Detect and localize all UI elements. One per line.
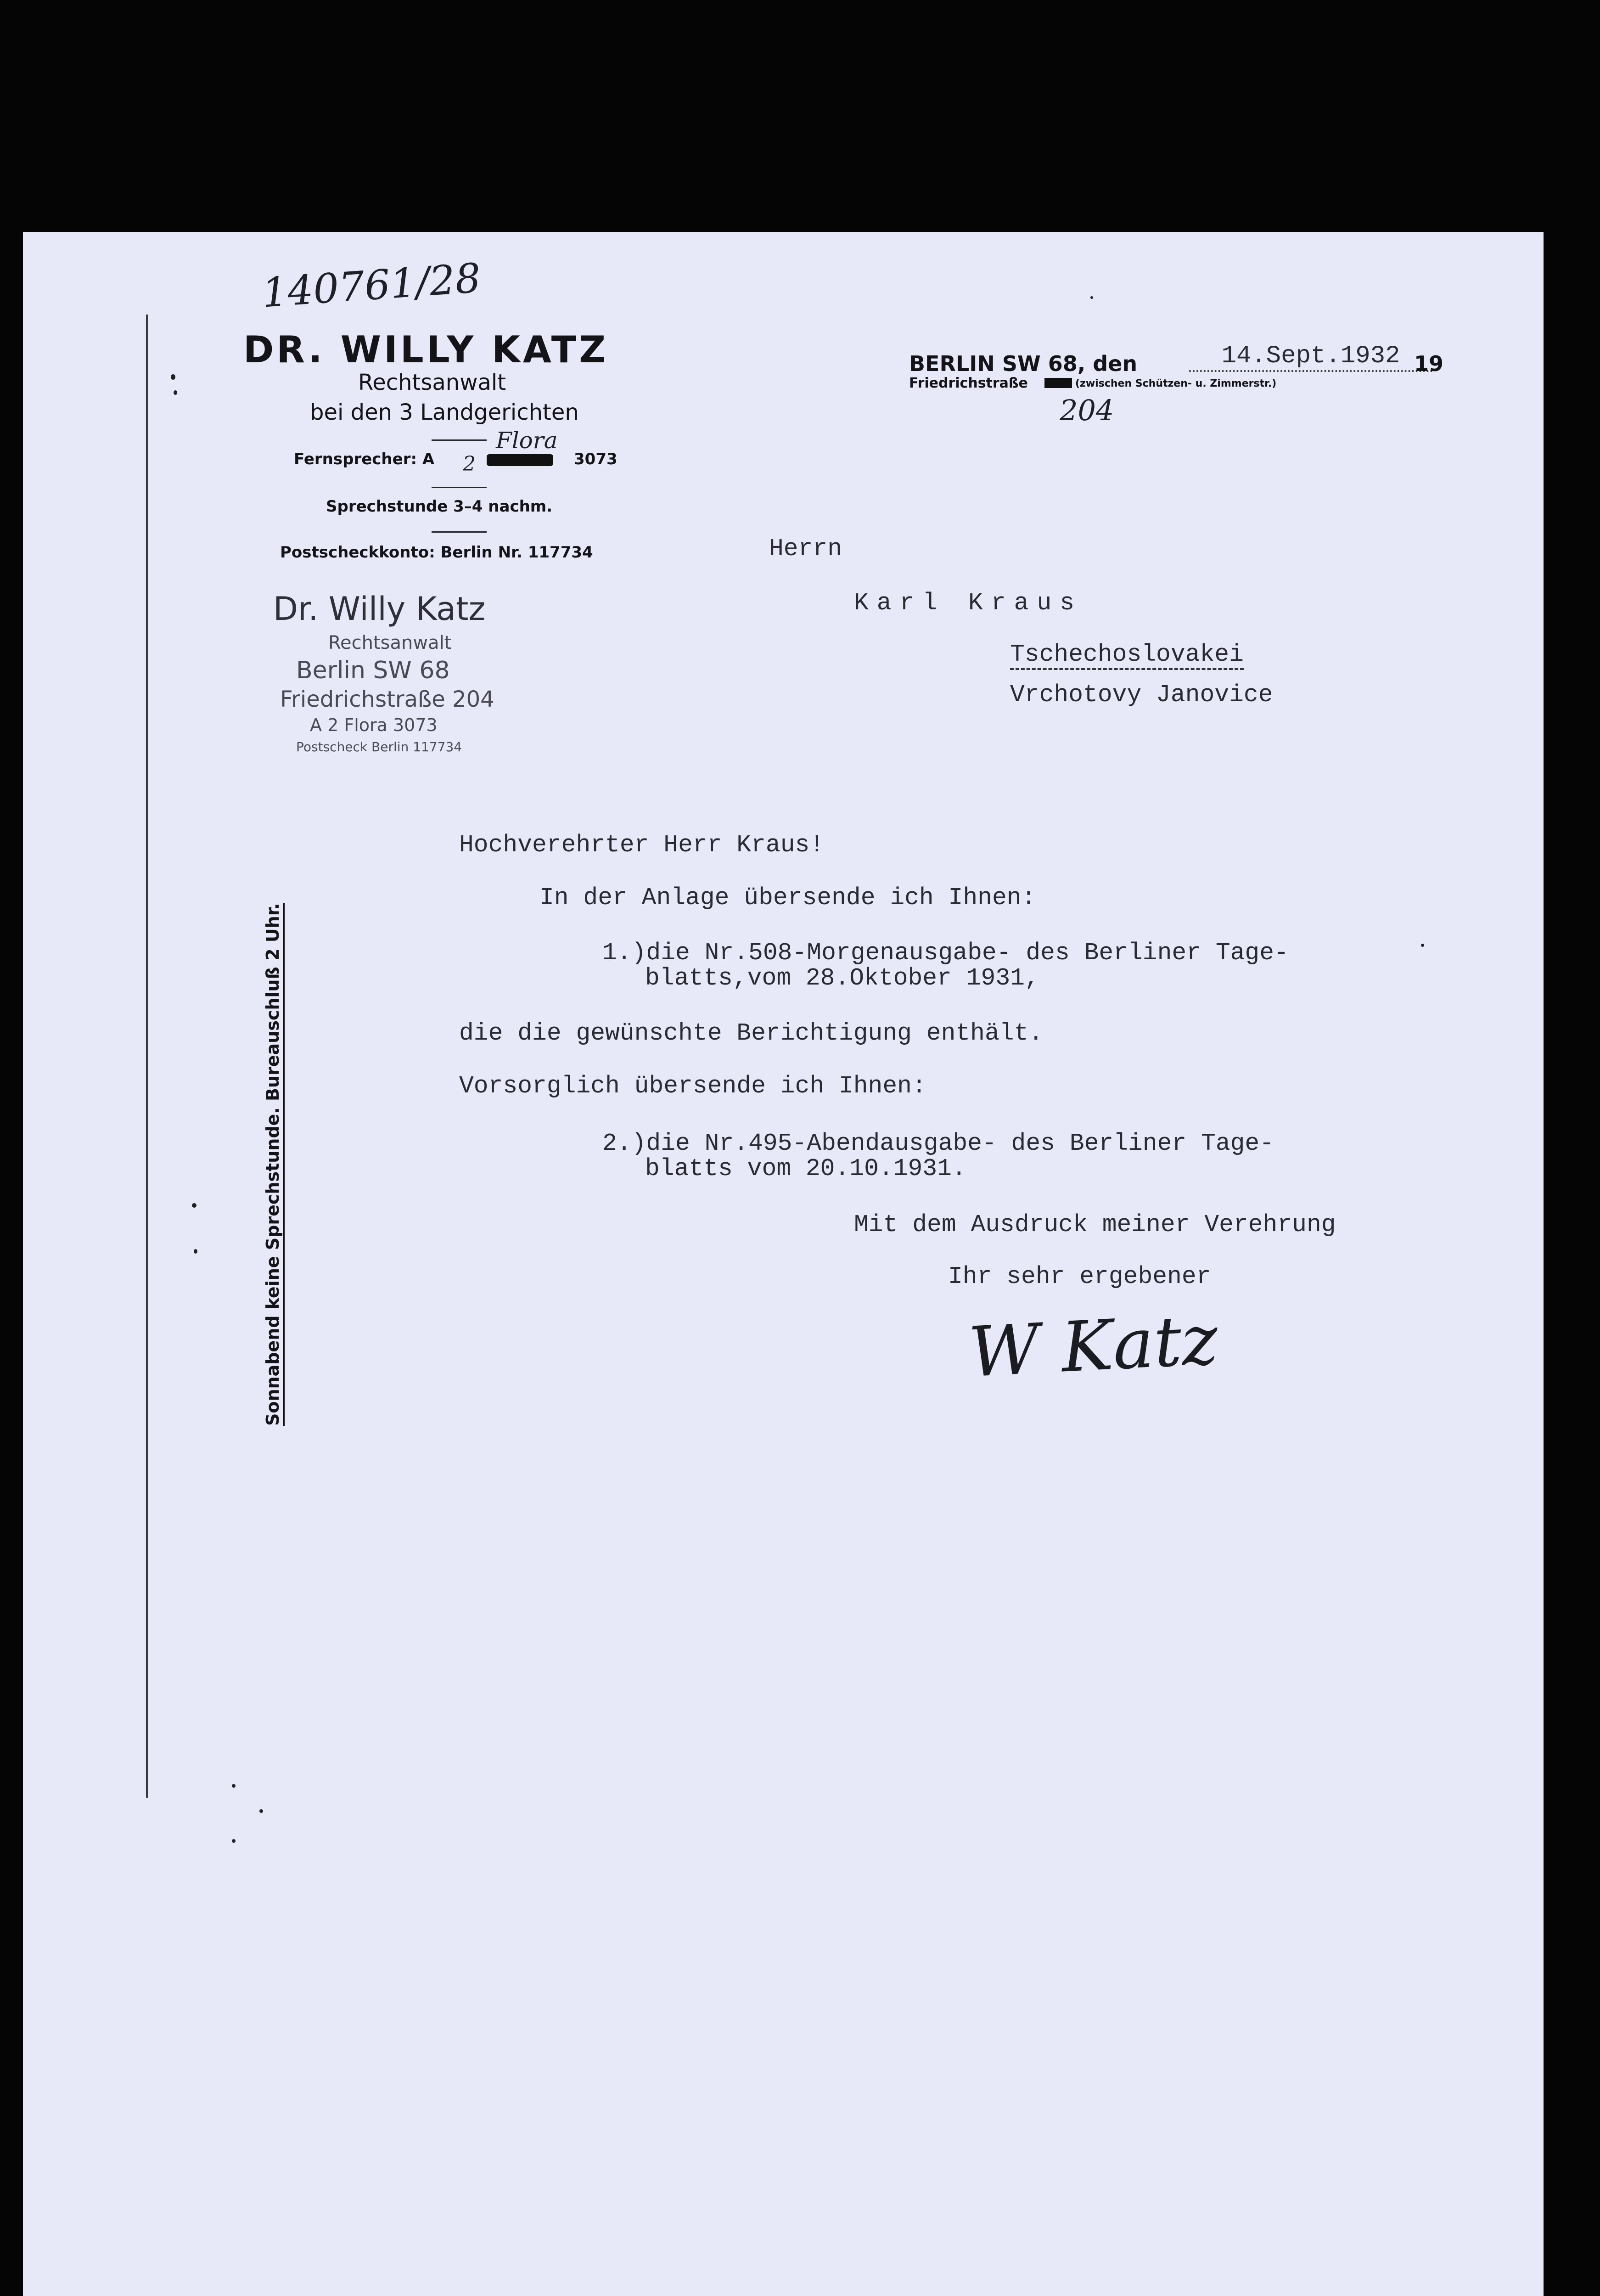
stamp-postal: Postscheck Berlin 117734 <box>296 739 462 754</box>
closing-line-1: Mit dem Ausdruck meiner Verehrung <box>854 1211 1336 1238</box>
recipient-salutation: Herrn <box>769 535 842 563</box>
phone-digit-handwritten: 2 <box>463 452 476 476</box>
margin-rule <box>146 315 148 1798</box>
letterhead-name: DR. WILLY KATZ <box>243 328 609 371</box>
stamp-street: Friedrichstraße 204 <box>280 687 494 712</box>
side-note: Sonnabend keine Sprechstunde. Bureauschluß 2 Uhr. <box>263 903 285 1426</box>
precaution-line: Vorsorglich übersende ich Ihnen: <box>459 1072 926 1100</box>
item2-line2: blatts vom 20.10.1931. <box>645 1155 966 1182</box>
office-hours: Sprechstunde 3–4 nachm. <box>326 497 553 516</box>
item1-after: die die gewünschte Berichtigung enthält. <box>459 1019 1044 1047</box>
year-prefix: 19 <box>1414 351 1444 376</box>
stamp-name: Dr. Willy Katz <box>273 590 486 628</box>
recipient-town: Vrchotovy Janovice <box>1010 681 1273 709</box>
intro-line: In der Anlage übersende ich Ihnen: <box>539 884 1036 912</box>
archive-number: 140761/28 <box>260 254 483 317</box>
letterhead-profession: Rechtsanwalt <box>358 370 506 395</box>
letterhead-divider-1 <box>432 439 487 441</box>
item1-line1: 1.)die Nr.508-Morgenausgabe- des Berliner Tage- <box>602 939 1289 967</box>
house-number-handwritten: 204 <box>1060 394 1114 427</box>
speck <box>171 374 175 380</box>
letterhead-divider-3 <box>432 531 487 533</box>
letterhead-divider-2 <box>432 487 487 488</box>
speck <box>1090 296 1093 299</box>
speck <box>1421 944 1424 947</box>
stamp-city: Berlin SW 68 <box>296 657 450 684</box>
closing-line-2: Ihr sehr ergebener <box>948 1263 1211 1290</box>
phone-exchange-handwritten: Flora <box>496 427 558 454</box>
street-label: Friedrichstraße <box>909 375 1028 391</box>
greeting: Hochverehrter Herr Kraus! <box>459 831 825 859</box>
stamp-profession: Rechtsanwalt <box>328 632 452 653</box>
signature: W Katz <box>966 1300 1220 1393</box>
item2-line1: 2.)die Nr.495-Abendausgabe- des Berliner Tage- <box>602 1130 1274 1157</box>
street-crossed-out <box>1044 378 1072 388</box>
speck <box>194 1249 197 1254</box>
postal-account: Postscheckkonto: Berlin Nr. 117734 <box>280 543 593 562</box>
item1-line2: blatts,vom 28.Oktober 1931, <box>645 964 1039 992</box>
speck <box>232 1839 236 1843</box>
stamp-phone: A 2 Flora 3073 <box>310 715 438 735</box>
phone-number: 3073 <box>574 450 618 468</box>
speck <box>259 1809 263 1813</box>
phone-label: Fernsprecher: A <box>294 450 435 468</box>
speck <box>232 1784 236 1788</box>
recipient-country: Tschechoslovakei <box>1010 641 1244 670</box>
recipient-name: Karl Kraus <box>854 589 1083 617</box>
street-note: (zwischen Schützen- u. Zimmerstr.) <box>1075 378 1277 389</box>
speck <box>192 1203 196 1208</box>
place-label: BERLIN SW 68, den <box>909 351 1138 376</box>
phone-crossed-out <box>487 454 553 466</box>
letterhead-court: bei den 3 Landgerichten <box>310 400 579 425</box>
speck <box>174 390 177 395</box>
date-typed: 14.Sept.1932 <box>1189 342 1432 372</box>
letter-sheet <box>23 232 1544 2296</box>
